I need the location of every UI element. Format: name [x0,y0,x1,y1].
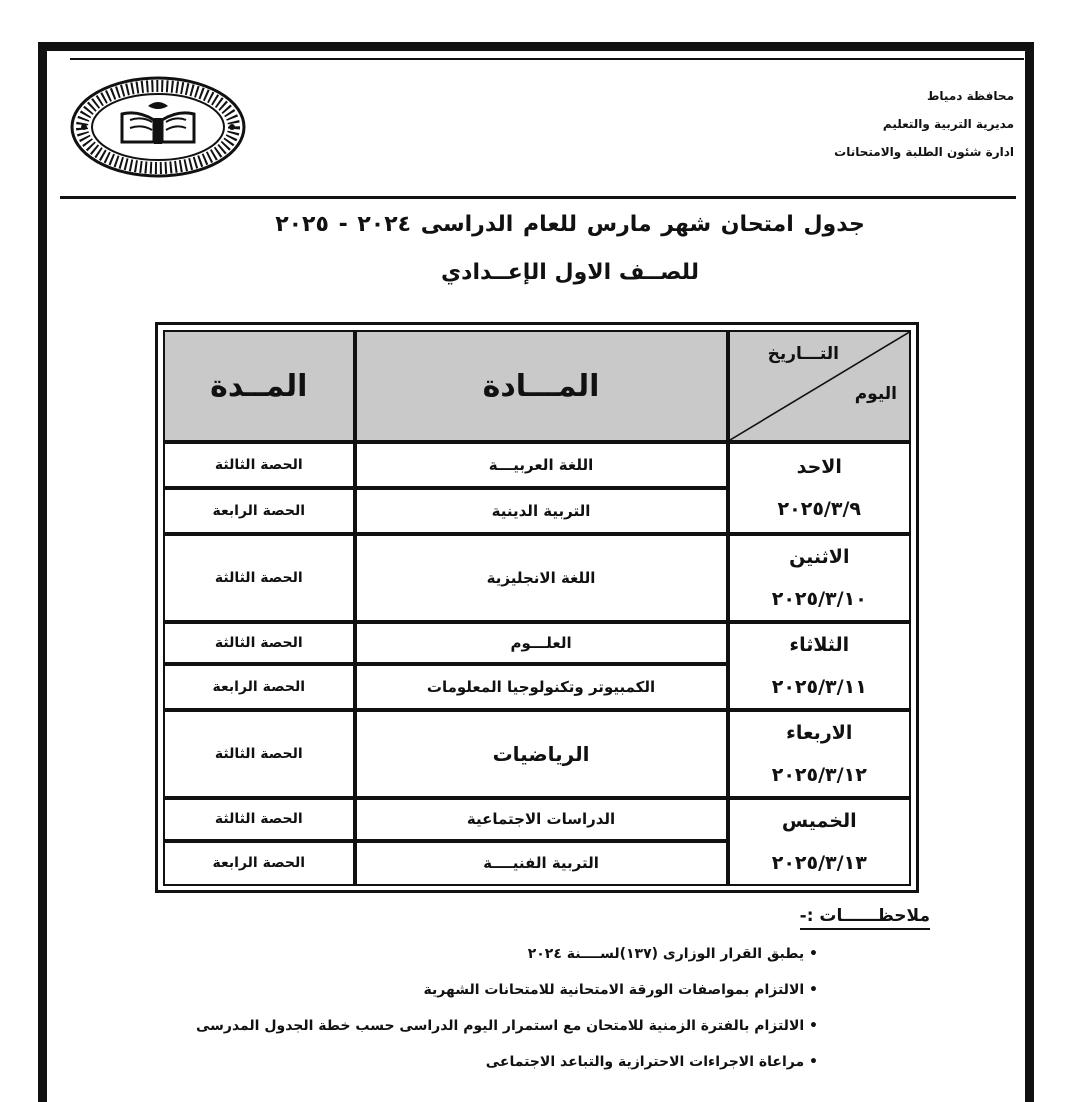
subject-cell: التربية الدينية [355,488,728,534]
exam-date: ٢٠٢٥/٣/١٣ [771,852,867,874]
date-header-label: التـــاريخ [767,344,839,364]
table-row [163,442,911,488]
page-title: جدول امتحان شهر مارس للعام الدراسى ٢٠٢٤ - ٢٠٢٥ [275,212,865,237]
duration-cell: الحصة الرابعة [163,488,355,534]
day-name: الخميس [781,810,857,832]
subject-cell: التربية الفنيــــة [355,841,728,886]
exam-date: ٢٠٢٥/٣/١٠ [771,588,867,610]
top-rule [70,58,1024,60]
governorate-name: محافظة دمياط [926,89,1014,103]
list-item: • الالتزام بالفترة الزمنية للامتحان مع استمرار اليوم الدراسى حسب خطة الجدول المدرسى [196,1008,818,1044]
schedule-table-frame [155,322,919,893]
table-row [163,622,911,664]
duration-cell: الحصة الرابعة [163,841,355,886]
subject-cell: الكمبيوتر وتكنولوجيا المعلومات [355,664,728,710]
day-name: الثلاثاء [789,634,850,656]
duration-cell: الحصة الثالثة [163,622,355,664]
day-cell [728,798,911,886]
subject-cell: العلـــوم [355,622,728,664]
header-divider [60,196,1016,199]
header-institution [834,82,1014,166]
page-subtitle: للصــف الاول الإعــدادي [441,260,699,285]
table-header-row [163,330,911,442]
day-name: الاربعاء [786,722,853,744]
duration-cell: الحصة الثالثة [163,442,355,488]
notes-list [196,936,818,1080]
schedule-table [163,330,911,886]
subject-header: المـــادة [355,330,728,442]
subject-cell: الرياضيات [355,710,728,798]
duration-header: المــدة [163,330,355,442]
list-item: • مراعاة الاجراءات الاحترازية والتباعد الاجتماعى [196,1044,818,1080]
list-item: • يطبق القرار الوزارى (١٣٧)لســــنة ٢٠٢٤ [196,936,818,972]
table-row [163,710,911,798]
duration-cell: الحصة الثالثة [163,710,355,798]
subject-cell: الدراسات الاجتماعية [355,798,728,841]
duration-cell: الحصة الثالثة [163,534,355,622]
duration-cell: الحصة الرابعة [163,664,355,710]
book-emblem-icon [70,76,246,178]
exam-date: ٢٠٢٥/٣/١٢ [771,764,867,786]
subject-cell: اللغة الانجليزية [355,534,728,622]
table-row [163,798,911,841]
duration-cell: الحصة الثالثة [163,798,355,841]
subject-cell: اللغة العربيـــة [355,442,728,488]
date-day-header [728,330,911,442]
day-cell [728,622,911,710]
table-row [163,534,911,622]
department-name: ادارة شئون الطلبة والامتحانات [834,145,1014,159]
notes-title: ملاحظــــــات :- [800,906,930,930]
exam-date: ٢٠٢٥/٣/١١ [771,676,867,698]
day-cell [728,442,911,534]
day-cell [728,710,911,798]
exam-date: ٢٠٢٥/٣/٩ [777,498,861,520]
day-header-label: اليوم [854,384,897,404]
day-name: الاثنين [789,546,850,568]
list-item: • الالتزام بمواصفات الورقة الامتحانية للامتحانات الشهرية [196,972,818,1008]
day-name: الاحد [796,456,842,478]
directorate-name: مديرية التربية والتعليم [882,117,1014,131]
day-cell [728,534,911,622]
